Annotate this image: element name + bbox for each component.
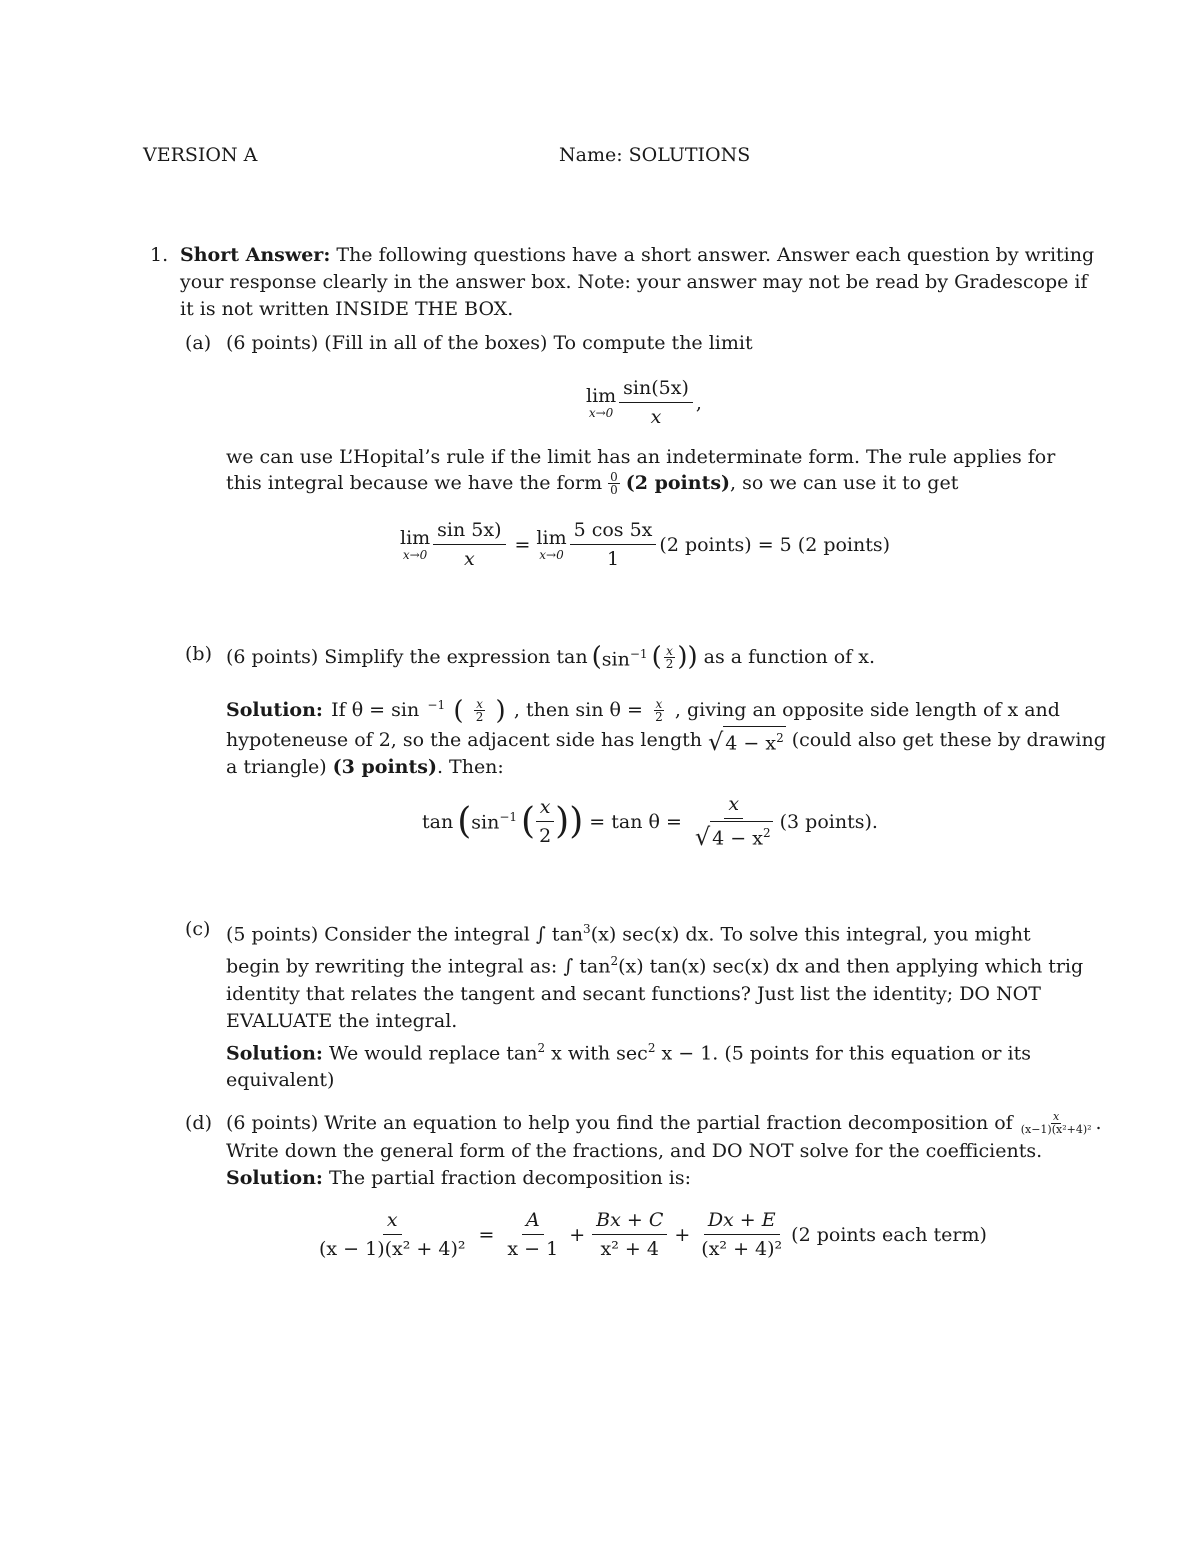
- lim-operator: lim x→0: [586, 384, 617, 420]
- fraction: $\frac{Dx + E}{\text{(x² + 4)²}}$: [701, 1209, 783, 1260]
- fraction: $\frac{x}{\text{(x − 1)(x² + 4)²}}$: [319, 1209, 466, 1260]
- intro-line-3: it is not written INSIDE THE BOX.: [180, 298, 514, 320]
- part-a-limit-eq2: lim x→0 $\frac{\sin 5x)}{x}$ = lim x→0 $\frac{5 \cos 5x}{1}$ (2 points) = 5 (2 points): [400, 519, 891, 570]
- fraction: $\frac{A}{x - 1}$: [507, 1209, 559, 1260]
- fraction: $\frac{\sin(5x)}{x}$: [619, 376, 693, 429]
- fraction: $\frac{\sin 5x)}{x}$: [433, 518, 505, 571]
- small-fraction: x (x−1)(x²+4)²: [1020, 1110, 1092, 1136]
- intro-line-1: The following questions have a short answer. Answer each question by writing: [336, 244, 1095, 266]
- fraction: $\frac{Bx + C}{\text{x² + 4}}$: [592, 1208, 667, 1261]
- points-bold: (2 points): [625, 472, 731, 494]
- question-intro: [180, 242, 1095, 323]
- version-label: VERSION A: [143, 144, 258, 166]
- question-number: 1.: [150, 244, 169, 266]
- solution-label: Solution:: [226, 1167, 323, 1189]
- fraction: x √ $4 - x^2$: [694, 793, 771, 852]
- part-c-text: (5 points) Consider the integral ∫ $\tan^3(x)$ sec(x) dx. To solve this integral, you might begin by rewriting the integral as: ∫ $\tan^2(x)$ tan(x) sec(x) dx and then applying which trig identity that relates the tangent and secant functions? Just list the identity; DO NOT EVALUATE the integral. Solution: We would replace $\tan^2 x$ with $\sec^2 x - 1$. (5 points for this equation or its equivalent): [226, 922, 1084, 1091]
- fraction: $\frac{5 \cos 5x}{1}$: [570, 518, 657, 571]
- part-d-label: (d): [185, 1112, 212, 1134]
- part-b-equation: tan ( $\sin^{-1}$ ( $\frac{x}{2}$ )) = tan θ = x √ $4 - x^2$ (3 points).: [422, 793, 878, 852]
- part-a-prompt: (6 points) (Fill in all of the boxes) To compute the limit: [226, 332, 753, 354]
- part-a-limit-eq1: lim x→0 $\frac{\sin(5x)}{x}$ ,: [586, 377, 702, 428]
- intro-line-2: your response clearly in the answer box. Note: your answer may not be read by Gradescope if: [180, 271, 1088, 293]
- sqrt-expression: √ $4 - x^2$: [708, 726, 786, 754]
- part-d-solution: Solution: The partial fraction decomposition is:: [226, 1167, 691, 1189]
- part-d-equation: $\frac{x}{\text{(x − 1)(x² + 4)²}}$ = $\frac{A}{x - 1}$ + $\frac{Bx + C}{\text{x² + 4}}$ + $\frac{Dx + E}{\text{(x² + 4)²}}$ (2 points each term): [312, 1208, 987, 1261]
- name-label: Name: SOLUTIONS: [559, 144, 751, 166]
- part-a-text-line-2: this integral because we have the form 0 0 (2 points) , so we can use it to get: [226, 470, 959, 497]
- part-a-text-line-1: we can use L’Hopital’s rule if the limit has an indeterminate form. The rule applies for: [226, 446, 1056, 468]
- form-fraction: 0 0: [610, 470, 618, 497]
- question-title: Short Answer:: [180, 244, 331, 266]
- part-b-prompt: (6 points) Simplify the expression tan ( $\sin^{-1}$ ( x 2 )) as a function of x.: [226, 642, 875, 673]
- part-a-label: (a): [185, 332, 212, 354]
- part-b-solution-line-1: Solution: If θ = sin $^{-1}$ ( x 2 ) , then sin θ = $\frac{x}{2}$ , giving an opposite side length of x and: [226, 695, 1060, 726]
- part-d-line-1: (6 points) Write an equation to help you find the partial fraction decomposition of x (x−1)(x²+4)² .: [226, 1110, 1102, 1136]
- solution-label: Solution:: [226, 1041, 323, 1064]
- part-b-label: (b): [185, 643, 212, 665]
- part-b-solution-line-2: hypoteneuse of 2, so the adjacent side has length √ $4 - x^2$ (could also get these by drawing: [226, 726, 1106, 754]
- part-c-label: (c): [185, 918, 211, 940]
- part-b-solution-line-3: a triangle) (3 points) . Then:: [226, 756, 504, 778]
- lim-operator: lim x→0: [400, 526, 431, 562]
- lim-operator: lim x→0: [536, 526, 567, 562]
- part-d-line-2: Write down the general form of the fractions, and DO NOT solve for the coefficients.: [226, 1140, 1043, 1162]
- solution-label: Solution:: [226, 699, 323, 721]
